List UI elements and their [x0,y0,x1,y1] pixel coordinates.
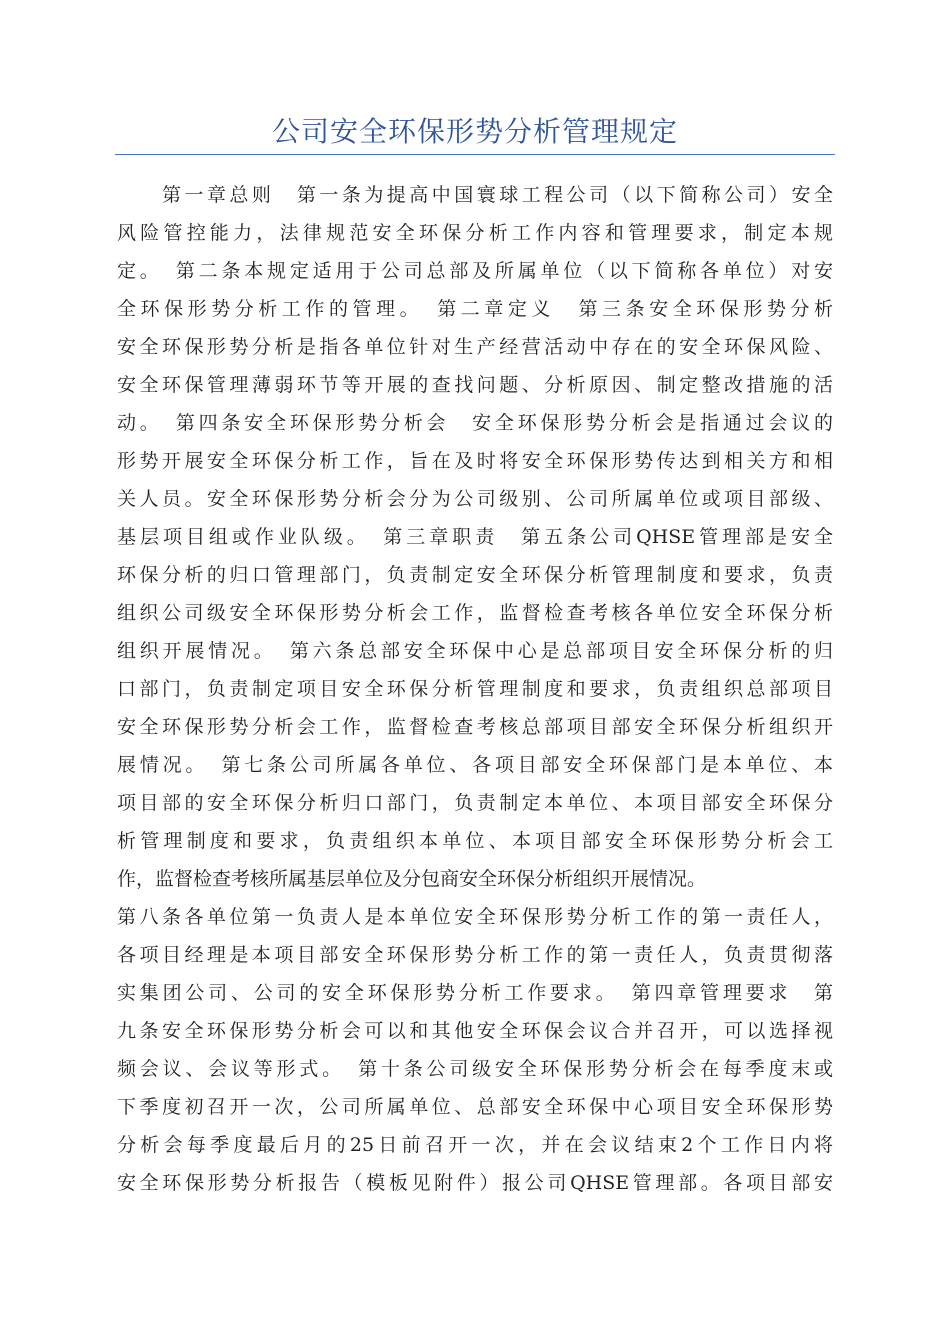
body-line: 实集团公司、公司的安全环保形势分析工作要求。 第四章管理要求 第 [117,982,833,1004]
body-line: 第八条各单位第一负责人是本单位安全环保形势分析工作的第一责任人， [117,906,833,928]
body-line: 关人员。安全环保形势分析会分为公司级别、公司所属单位或项目部级、 [117,488,833,510]
body-line: 频会议、会议等形式。 第十条公司级安全环保形势分析会在每季度末或 [117,1058,833,1080]
body-line: 第一章总则 第一条为提高中国寰球工程公司（以下简称公司）安全 [117,184,833,206]
document-title: 公司安全环保形势分析管理规定 [271,115,678,148]
body-line: 形势开展安全环保分析工作，旨在及时将安全环保形势传达到相关方和相 [117,450,833,472]
body-line: 基层项目组或作业队级。 第三章职责 第五条公司QHSE管理部是安全 [117,526,833,548]
body-line: 风险管控能力，法律规范安全环保分析工作内容和管理要求，制定本规 [117,222,833,244]
body-line: 展情况。 第七条公司所属各单位、各项目部安全环保部门是本单位、本 [117,754,833,776]
body-line: 环保分析的归口管理部门，负责制定安全环保分析管理制度和要求，负责 [117,564,833,586]
body-line: 作，监督检查考核所属基层单位及分包商安全环保分析组织开展情况。 [117,868,707,890]
body-line: 各项目经理是本项目部安全环保形势分析工作的第一责任人，负责贯彻落 [117,944,833,966]
body-line: 分析会每季度最后月的25日前召开一次，并在会议结束2个工作日内将 [117,1134,833,1156]
title-underline [115,154,835,155]
body-line: 析管理制度和要求，负责组织本单位、本项目部安全环保形势分析会工 [117,830,833,852]
body-line: 动。 第四条安全环保形势分析会 安全环保形势分析会是指通过会议的 [117,412,833,434]
body-line: 九条安全环保形势分析会可以和其他安全环保会议合并召开，可以选择视 [117,1020,833,1042]
body-line: 项目部的安全环保分析归口部门，负责制定本单位、本项目部安全环保分 [117,792,833,814]
body-line: 安全环保形势分析报告（模板见附件）报公司QHSE管理部。各项目部安 [117,1172,833,1194]
body-line: 口部门，负责制定项目安全环保分析管理制度和要求，负责组织总部项目 [117,678,833,700]
body-line: 安全环保形势分析会工作，监督检查考核总部项目部安全环保分析组织开 [117,716,833,738]
body-line: 下季度初召开一次，公司所属单位、总部安全环保中心项目安全环保形势 [117,1096,833,1118]
body-line: 全环保形势分析工作的管理。 第二章定义 第三条安全环保形势分析 [117,298,833,320]
body-line: 组织开展情况。 第六条总部安全环保中心是总部项目安全环保分析的归 [117,640,833,662]
document-body [117,176,833,1202]
body-line: 组织公司级安全环保形势分析会工作，监督检查考核各单位安全环保分析 [117,602,833,624]
body-line: 安全环保形势分析是指各单位针对生产经营活动中存在的安全环保风险、 [117,336,833,358]
body-line: 定。 第二条本规定适用于公司总部及所属单位（以下简称各单位）对安 [117,260,833,282]
body-line: 安全环保管理薄弱环节等开展的查找问题、分析原因、制定整改措施的活 [117,374,833,396]
